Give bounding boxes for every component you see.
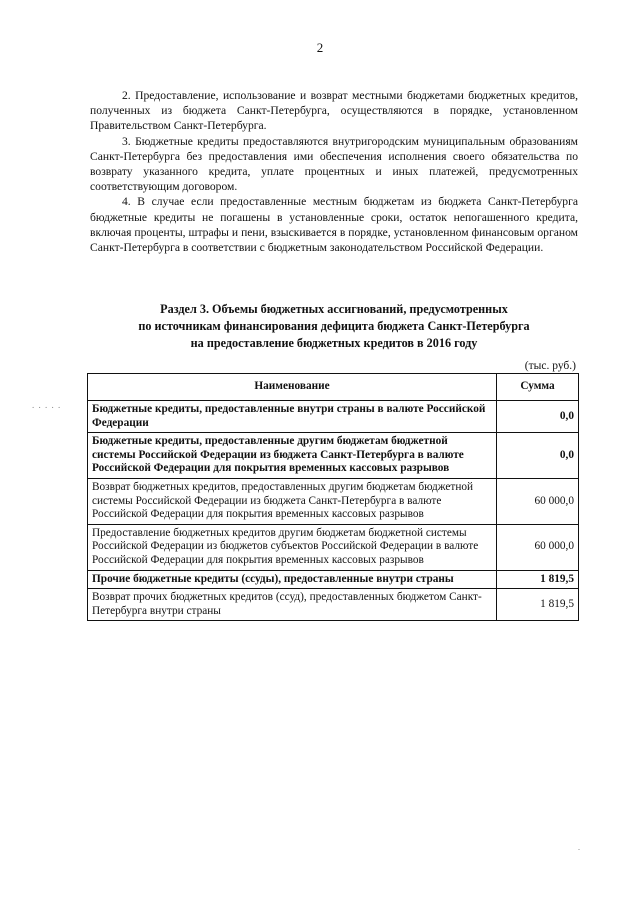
row-amount: 0,0	[497, 401, 579, 433]
table-row	[88, 570, 579, 589]
row-name: Бюджетные кредиты, предоставленные внутри страны в валюте Российской Федерации	[88, 401, 497, 433]
section-title-line-2: по источникам финансирования дефицита бюджета Санкт-Петербурга	[138, 319, 530, 333]
row-name: Бюджетные кредиты, предоставленные другим бюджетам бюджетной системы Российской Федерации из бюджета Санкт-Петербурга в валюте Российской Федерации для покрытия временных кассовых разрывов	[88, 433, 497, 479]
header-name: Наименование	[88, 374, 497, 401]
margin-dots-mark: . . . . .	[32, 400, 62, 410]
table-row	[88, 433, 579, 479]
row-amount: 60 000,0	[497, 524, 579, 570]
header-amount: Сумма	[497, 374, 579, 401]
row-name: Предоставление бюджетных кредитов другим бюджетам бюджетной системы Российской Федерации из бюджетов субъектов Российской Федерации в валюте Российской Федерации для покрытия временных кассовых разрывов	[88, 524, 497, 570]
table-row	[88, 524, 579, 570]
page-number: 2	[316, 40, 324, 55]
table-row	[88, 589, 579, 621]
row-name: Возврат прочих бюджетных кредитов (ссуд), предоставленных бюджетом Санкт-Петербурга внутри страны	[88, 589, 497, 621]
row-amount: 1 819,5	[497, 589, 579, 621]
section-title	[90, 301, 578, 352]
table-header-row	[88, 374, 579, 401]
row-name: Прочие бюджетные кредиты (ссуды), предоставленные внутри страны	[88, 570, 497, 589]
row-amount: 1 819,5	[497, 570, 579, 589]
section-title-line-3: на предоставление бюджетных кредитов в 2016 году	[190, 336, 478, 350]
paragraph-4: 4. В случае если предоставленные местным бюджетам из бюджета Санкт-Петербурга бюджетные кредиты не погашены в установленные сроки, остаток непогашенного кредита, включая проценты, штрафы и пени, взыскивается в порядке, установленном финансовым органом Санкт-Петербурга в соответствии с бюджетным законодательством Российской Федерации.	[90, 195, 578, 255]
body-text	[90, 88, 578, 255]
budget-credits-table	[87, 373, 579, 621]
units-label: (тыс. руб.)	[524, 360, 576, 372]
corner-mark: .	[578, 843, 580, 852]
table-row	[88, 478, 579, 524]
paragraph-3: 3. Бюджетные кредиты предоставляются внутригородским муниципальным образованиям Санкт-Петербурга без предоставления ими обеспечения исполнения своего обязательства по возврату указанного кредита, уплате процентных и иных платежей, предусмотренных соответствующим договором.	[90, 134, 578, 194]
row-name: Возврат бюджетных кредитов, предоставленных другим бюджетам бюджетной системы Российской Федерации из бюджета Санкт-Петербурга в валюте Российской Федерации для покрытия временных кассовых разрывов	[88, 478, 497, 524]
paragraph-2: 2. Предоставление, использование и возврат местными бюджетами бюджетных кредитов, полученных из бюджета Санкт-Петербурга, осуществляются в порядке, установленном Правительством Санкт-Петербурга.	[90, 89, 578, 133]
section-title-line-1: Раздел 3. Объемы бюджетных ассигнований, предусмотренных	[160, 302, 508, 316]
row-amount: 0,0	[497, 433, 579, 479]
row-amount: 60 000,0	[497, 478, 579, 524]
table-row	[88, 401, 579, 433]
